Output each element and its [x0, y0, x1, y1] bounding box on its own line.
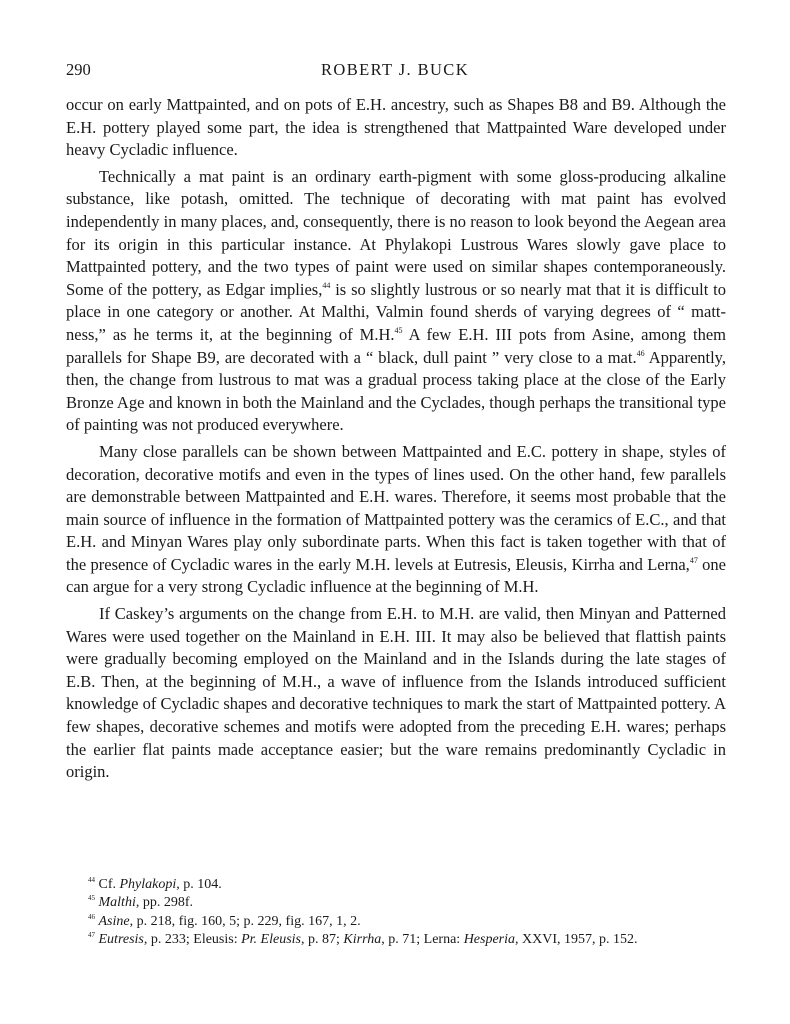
body-text — [66, 94, 726, 788]
footnote-number: 46 — [88, 912, 95, 921]
paragraph-text: A few E.H. III pots from Asine, among them parallels for Shape B9, are decorated with a “ black, dull paint ” very close to a mat. — [66, 324, 726, 367]
paragraph — [66, 603, 726, 784]
footnote-ref: 44 — [322, 280, 331, 290]
running-title: ROBERT J. BUCK — [320, 60, 470, 79]
footnote-number: 44 — [88, 876, 95, 884]
footnote-text: , p. 233; Eleusis: — [143, 932, 242, 948]
paragraph-text: is so slightly lustrous or so nearly mat that it is difficult to place in one category or another. At Malthi, Valmin found sherds of varying degrees of “ matt- ness,” as he terms it, at the beginning of M.H. — [66, 279, 726, 344]
footnote-title: Malthi — [98, 895, 136, 911]
footnote-text: , XXVI, 1957, p. 152. — [515, 932, 638, 948]
footnote-ref: 46 — [636, 348, 645, 358]
paragraph — [66, 166, 726, 437]
footnote-title: Pr. Eleusis — [241, 932, 301, 948]
footnote-title: Phylakopi — [119, 877, 177, 892]
paragraph-text: Many close parallels can be shown between Mattpainted and E.C. pottery in shape, styles of decoration, decorative motifs and even in the types of lines used. On the other hand, few parallels are demonstrable between Mattpainted and E.H. wares. Therefore, it seems most probable that the main source of influence in the formation of Mattpainted pottery was the ceramics of E.C., and that E.H. and Minyan Wares play only subordinate parts. When this fact is taken together with that of the presence of Cycladic wares in the early M.H. levels at Eutresis, Eleusis, Kirrha and Lerna, — [66, 441, 726, 574]
footnote — [66, 931, 726, 949]
footnote-text: , p. 104. — [176, 877, 222, 892]
paragraph — [66, 94, 726, 162]
paragraph-text: one can argue for a very strong Cycladic influence at the beginning of M.H. — [66, 554, 726, 597]
footnote-text: , p. 218, fig. 160, 5; p. 229, fig. 167, 1, 2. — [129, 913, 361, 929]
footnote-text: , p. 87; — [301, 932, 344, 948]
footnote-title: Eutresis — [98, 932, 144, 948]
footnote-text: , p. 71; Lerna: — [381, 932, 464, 948]
footnote-title: Asine — [98, 913, 130, 929]
page-number: 290 — [66, 60, 91, 79]
footnote — [66, 894, 726, 912]
footnote-text: Cf. — [98, 877, 120, 892]
paragraph-text: Technically a mat paint is an ordinary earth-pigment with some gloss-producing alkaline substance, like potash, omitted. The technique of decorating with mat paint has evolved independently in many places, and, consequently, there is no reason to look beyond the Aegean area for its origin in this particular instance. At Phylakopi Lustrous Wares slowly gave place to Mattpainted pottery, and the two types of paint were used on similar shapes contemporaneously. Some of the pottery, as Edgar implies, — [66, 166, 726, 299]
footnote-title: Hesperia — [463, 932, 516, 948]
running-head — [66, 60, 724, 84]
footnotes — [66, 876, 726, 950]
paragraph-text: If Caskey’s arguments on the change from E.H. to M.H. are valid, then Minyan and Patterned Wares were used together on the Mainland in E.H. III. It may also be believed that flattish paints were gradually becoming employed on the Mainland and in the Islands during the late stages of E.B. Then, at the beginning of M.H., a wave of influence from the Islands introduced sufficient knowledge of Cycladic shapes and decorative techniques to mark the start of Mattpainted pottery. A few shapes, decorative schemes and motifs were adopted from the preceding E.H. wares; perhaps the earlier flat paints made acceptance easier; but the ware remains predominantly Cycladic in origin. — [66, 604, 726, 782]
footnote-ref: 45 — [394, 325, 403, 335]
footnote-number: 45 — [88, 894, 95, 903]
footnote-ref: 47 — [689, 555, 698, 565]
paragraph-text: occur on early Mattpainted, and on pots of E.H. ancestry, such as Shapes B8 and B9. Although the E.H. pottery played some part, the idea is strengthened that Mattpainted Ware developed under heavy Cycladic influence. — [66, 95, 726, 160]
footnote-title: Kirrha — [343, 932, 382, 948]
paragraph-text: Apparently, then, the change from lustrous to mat was a gradual process taking place at the close of the Early Bronze Age and known in both the Mainland and the Cyclades, though perhaps the transitional type of painting was not produced everywhere. — [66, 347, 726, 435]
footnote-number: 47 — [88, 931, 95, 940]
paragraph — [66, 441, 726, 599]
footnote — [66, 876, 726, 894]
footnote — [66, 913, 726, 931]
footnote-text: , pp. 298f. — [135, 895, 194, 911]
